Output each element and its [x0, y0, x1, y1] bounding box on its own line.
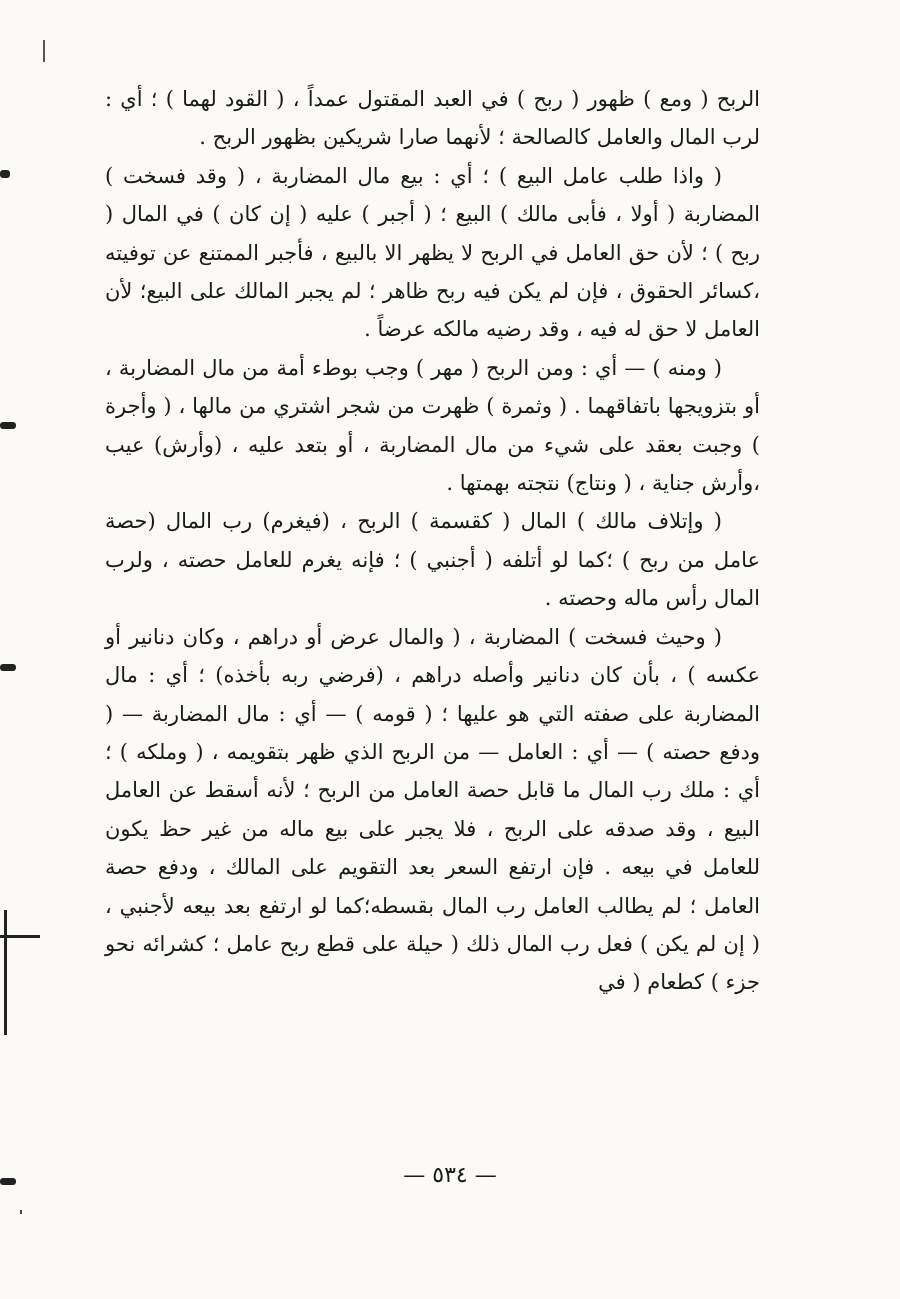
page-number: — ٥٣٤ —: [403, 1163, 497, 1188]
scan-mark: [0, 935, 40, 938]
scan-mark: [0, 422, 16, 429]
paragraph-2: ( واذا طلب عامل البيع ) ؛ أي : بيع مال المضاربة ، ( وقد فسخت ) المضاربة ( أولا ، فأبى مالك ) البيع ؛ ( أجبر ) عليه ( إن كان ) في المال ( ربح ) ؛ لأن حق العامل في الربح لا يظهر الا بالبيع ، فأجبر الممتنع عن توفيته ،كسائر الحقوق ، فإن لم يكن فيه ربح ظاهر ؛ لم يجبر المالك على البيع؛ لأن العامل لا حق له فيه ، وقد رضيه مالكه عرضاً .: [105, 163, 760, 342]
scan-mark: [43, 40, 45, 62]
scan-mark: [20, 1210, 22, 1214]
page-body: [105, 80, 760, 1140]
scan-mark: [0, 170, 10, 178]
paragraph-5: ( وحيث فسخت ) المضاربة ، ( والمال عرض أو دراهم ، وكان دنانير أو عكسه ) ، بأن كان دنانير وأصله دراهم ، (فرضي ربه بأخذه) ؛ أي : مال المضاربة على صفته التي هو عليها ؛ ( قومه ) — أي : مال المضاربة — ( ودفع حصته ) — أي : العامل — من الربح الذي ظهر بتقويمه ، ( وملكه ) ؛ أي : ملك رب المال ما قابل حصة العامل من الربح ؛ لأنه أسقط عن العامل البيع ، وقد صدقه على الربح ، فلا يجبر على بيع ماله من غير حظ يكون للعامل في بيعه . فإن ارتفع السعر بعد التقويم على المالك ، ودفع حصة العامل ؛ لم يطالب العامل رب المال بقسطه؛كما لو ارتفع بعد بيعه لأجنبي ، ( إن لم يكن ) فعل رب المال ذلك ( حيلة على قطع ربح عامل ؛ كشرائه نحو جزء ) كطعام ( في: [105, 624, 760, 995]
text-block: [105, 80, 760, 1002]
scan-mark: [0, 1178, 16, 1185]
scan-mark: [4, 910, 7, 1035]
paragraph-4: ( وإتلاف مالك ) المال ( كقسمة ) الربح ، (فيغرم) رب المال (حصة عامل من ربح ) ؛كما لو أتلفه ( أجنبي ) ؛ فإنه يغرم للعامل حصته ، ولرب المال رأس ماله وحصته .: [105, 509, 760, 611]
paragraph-1: الربح ( ومع ) ظهور ( ربح ) في العبد المقتول عمداً ، ( القود لهما ) ؛ أي : لرب المال والعامل كالصالحة ؛ لأنهما صارا شريكين بظهور الربح .: [105, 87, 760, 150]
scan-mark: [0, 664, 16, 671]
paragraph-3: ( ومنه ) — أي : ومن الربح ( مهر ) وجب بوطء أمة من مال المضاربة ، أو بتزويجها باتفاقهما . ( وثمرة ) ظهرت من شجر اشتري من مالها ، ( وأجرة ) وجبت بعقد على شيء من مال المضاربة ، أو بتعد عليه ، (وأرش) عيب ،وأرش جناية ، ( ونتاج) نتجته بهمتها .: [105, 355, 760, 496]
